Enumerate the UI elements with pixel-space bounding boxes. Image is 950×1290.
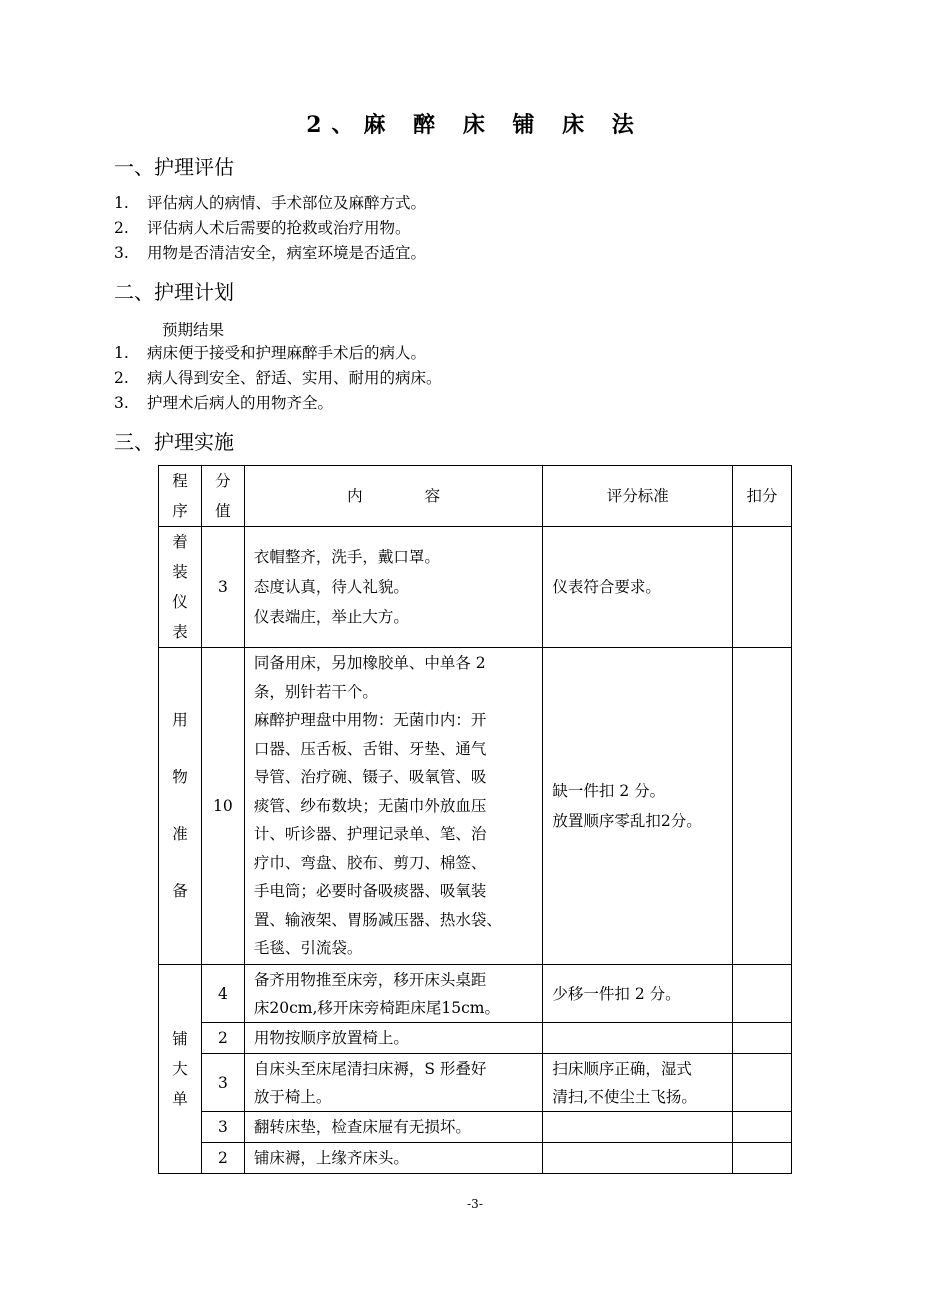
list-item-number: 1. — [114, 194, 129, 212]
score-cell: 10 — [201, 648, 244, 965]
procedure-cell: 用物准备 — [159, 648, 202, 965]
table-row — [159, 965, 792, 1023]
content-cell: 备齐用物推至床旁，移开床头桌距 床20cm,移开床旁椅距床尾15cm。 — [244, 965, 543, 1023]
criteria-cell: 少移一件扣 2 分。 — [543, 965, 733, 1023]
list-item — [114, 340, 426, 366]
list-item — [114, 240, 426, 266]
header-procedure: 程序 — [159, 466, 202, 527]
list-item-number: 2. — [114, 369, 129, 387]
content-cell: 翻转床垫，检查床屉有无损坏。 — [244, 1112, 543, 1143]
list-item — [114, 365, 442, 391]
list-item — [114, 390, 333, 416]
header-score: 分值 — [201, 466, 244, 527]
deduction-cell — [733, 527, 792, 648]
content-cell: 自床头至床尾清扫床褥，S 形叠好 放于椅上。 — [244, 1054, 543, 1112]
list-item — [114, 190, 426, 216]
list-item-number: 3. — [114, 394, 129, 412]
section-heading-implementation: 三、护理实施 — [114, 430, 234, 454]
list-item-text: 护理术后病人的用物齐全。 — [147, 394, 334, 412]
section-heading-assessment: 一、护理评估 — [114, 155, 234, 179]
deduction-cell — [733, 1143, 792, 1174]
page-number: -3- — [467, 1197, 483, 1211]
score-cell: 3 — [201, 1112, 244, 1143]
score-cell: 3 — [201, 527, 244, 648]
criteria-cell: 缺一件扣 2 分。 放置顺序零乱扣2分。 — [543, 648, 733, 965]
score-cell: 4 — [201, 965, 244, 1023]
score-cell: 2 — [201, 1143, 244, 1174]
table-header-row — [159, 466, 792, 527]
procedure-cell: 着装仪表 — [159, 527, 202, 648]
list-item-text: 病人得到安全、舒适、实用、耐用的病床。 — [147, 369, 442, 387]
list-item-text: 评估病人的病情、手术部位及麻醉方式。 — [147, 194, 427, 212]
content-cell: 同备用床，另加橡胶单、中单各 2 条，别针若干个。 麻醉护理盘中用物：无菌巾内：开 口器、压舌板、舌钳、牙垫、通气 导管、治疗碗、镊子、吸氧管、吸 痰管、纱布数块；无菌巾外放血压 计、听诊器、护理记录单、笔、治 疗巾、弯盘、胶布、剪刀、棉签、 手电筒；必要时备吸痰器、吸氧装 置、输液架、胃肠减压器、热水袋、 毛毯、引流袋。 — [244, 648, 543, 965]
subheading-expected-results: 预期结果 — [162, 321, 225, 339]
list-item — [114, 215, 411, 241]
list-item-text: 评估病人术后需要的抢救或治疗用物。 — [147, 219, 411, 237]
deduction-cell — [733, 1112, 792, 1143]
list-item-number: 3. — [114, 244, 129, 262]
table-row — [159, 1112, 792, 1143]
list-item-text: 病床便于接受和护理麻醉手术后的病人。 — [147, 344, 427, 362]
list-item-number: 1. — [114, 344, 129, 362]
criteria-cell: 扫床顺序正确，湿式 清扫,不使尘土飞扬。 — [543, 1054, 733, 1112]
page-title: 2、麻 醉 床 铺 床 法 — [306, 112, 644, 138]
score-cell: 3 — [201, 1054, 244, 1112]
procedure-cell: 铺大单 — [159, 965, 202, 1174]
criteria-cell — [543, 1023, 733, 1054]
header-deduction: 扣分 — [733, 466, 792, 527]
header-content: 内 容 — [244, 466, 543, 527]
header-criteria: 评分标准 — [543, 466, 733, 527]
criteria-cell — [543, 1143, 733, 1174]
table-row — [159, 527, 792, 648]
criteria-cell: 仪表符合要求。 — [543, 527, 733, 648]
content-cell: 用物按顺序放置椅上。 — [244, 1023, 543, 1054]
score-cell: 2 — [201, 1023, 244, 1054]
list-item-number: 2. — [114, 219, 129, 237]
table-row — [159, 648, 792, 965]
table-row — [159, 1143, 792, 1174]
list-item-text: 用物是否清洁安全，病室环境是否适宜。 — [147, 244, 427, 262]
deduction-cell — [733, 1023, 792, 1054]
section-heading-plan: 二、护理计划 — [114, 280, 234, 304]
deduction-cell — [733, 648, 792, 965]
content-cell: 铺床褥，上缘齐床头。 — [244, 1143, 543, 1174]
deduction-cell — [733, 1054, 792, 1112]
deduction-cell — [733, 965, 792, 1023]
table-row — [159, 1054, 792, 1112]
scoring-table — [158, 465, 792, 1174]
table-row — [159, 1023, 792, 1054]
content-cell: 衣帽整齐，洗手，戴口罩。 态度认真，待人礼貌。 仪表端庄，举止大方。 — [244, 527, 543, 648]
criteria-cell — [543, 1112, 733, 1143]
